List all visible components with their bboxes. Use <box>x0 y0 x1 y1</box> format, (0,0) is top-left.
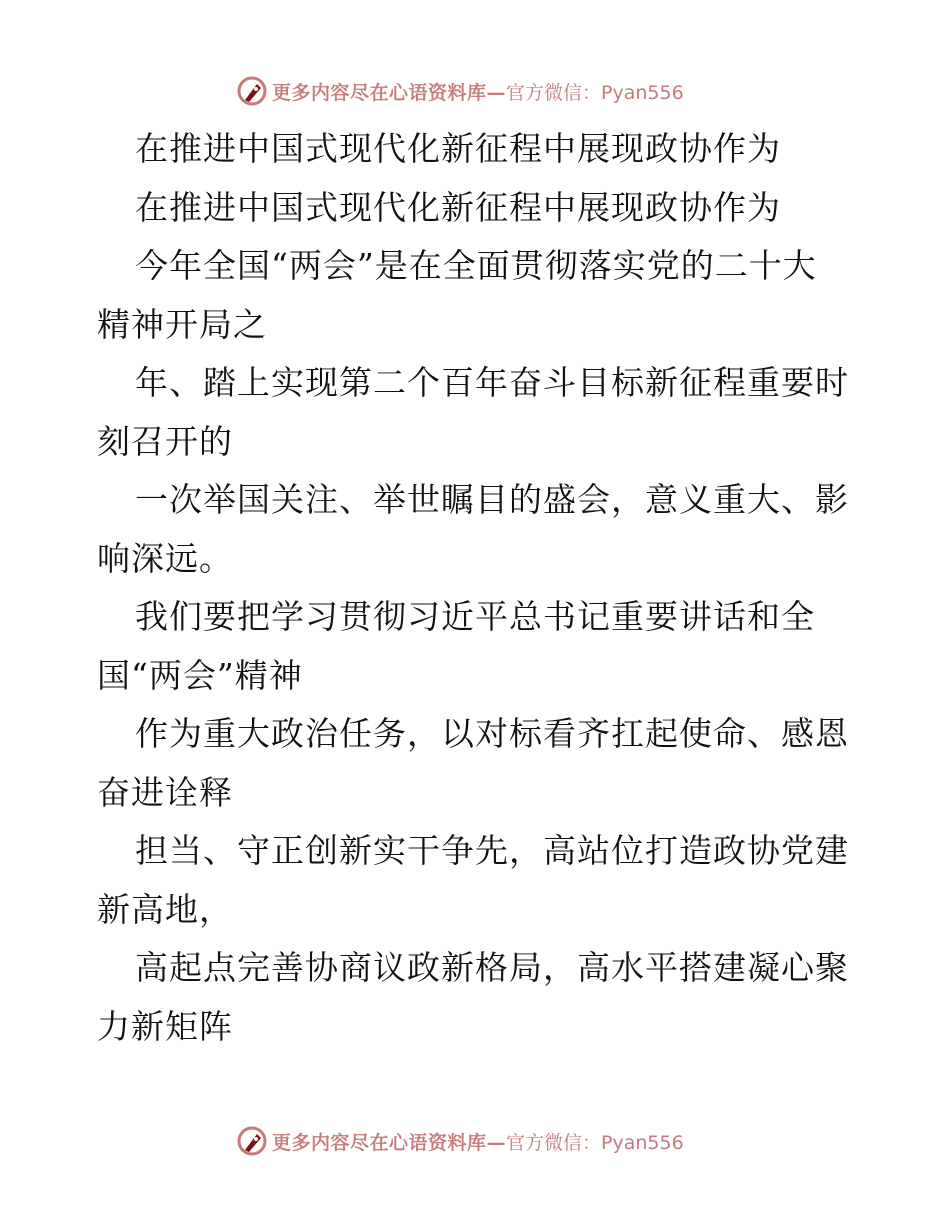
title-line: 在推进中国式现代化新征程中展现政协作为 <box>135 187 781 227</box>
paragraph-line: 刻召开的 <box>97 421 233 461</box>
paragraph-line: 响深远。 <box>97 538 233 578</box>
paragraph-line: 今年全国“两会”是在全面贯彻落实党的二十大 <box>135 246 817 285</box>
paragraph-line: 精神开局之 <box>97 304 267 344</box>
paragraph-line: 奋进诠释 <box>97 772 233 812</box>
paragraph-line: 作为重大政治任务，以对标看齐扛起使命、感恩 <box>135 714 849 753</box>
paragraph-line: 新高地， <box>97 889 233 929</box>
paragraph-line: 高起点完善协商议政新格局，高水平搭建凝心聚 <box>135 948 849 987</box>
banner-text: 更多内容尽在心语资料库— <box>272 81 507 104</box>
banner-text: 更多内容尽在心语资料库— <box>272 1131 507 1154</box>
paragraph-line: 担当、守正创新实干争先，高站位打造政协党建 <box>135 831 849 870</box>
paragraph-line: 年、踏上实现第二个百年奋斗目标新征程重要时 <box>135 363 849 402</box>
footer-banner <box>236 1124 684 1158</box>
title-line: 在推进中国式现代化新征程中展现政协作为 <box>135 129 781 168</box>
pen-nib-logo-icon <box>236 75 268 107</box>
paragraph-line: 国“两会”精神 <box>97 655 303 695</box>
header-banner <box>236 74 684 108</box>
document-body <box>97 120 857 1056</box>
paragraph-line: 一次举国关注、举世瞩目的盛会，意义重大、影 <box>135 480 849 519</box>
banner-suffix: 官方微信：Pyan556 <box>506 81 684 104</box>
paragraph-line: 我们要把学习贯彻习近平总书记重要讲话和全 <box>135 597 815 636</box>
paragraph-line: 力新矩阵 <box>97 1006 233 1046</box>
pen-nib-logo-icon <box>236 1125 268 1157</box>
banner-suffix: 官方微信：Pyan556 <box>506 1131 684 1154</box>
